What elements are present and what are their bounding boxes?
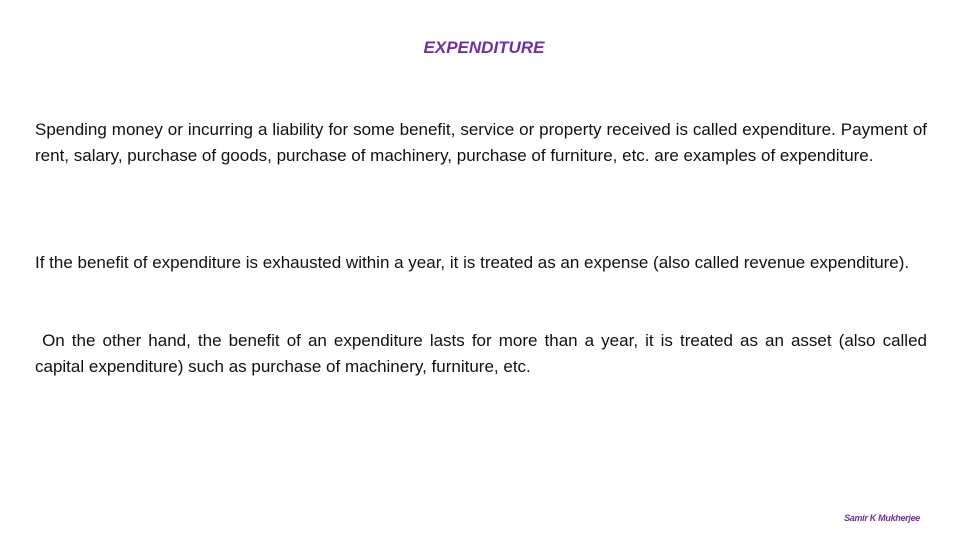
revenue-expenditure-paragraph: If the benefit of expenditure is exhausted within a year, it is treated as an expense (also called revenue expenditure).: [35, 253, 910, 272]
definition-paragraph: Spending money or incurring a liability for some benefit, service or property received is called expenditure. Payment of rent, salary, purchase of goods, purchase of machinery, purchase of furniture, etc. are examples of expenditure.: [35, 120, 927, 165]
author-credit: Samir K Mukherjee: [844, 513, 920, 523]
capital-expenditure-paragraph: On the other hand, the benefit of an expenditure lasts for more than a year, it is treated as an asset (also called capital expenditure) such as purchase of machinery, furniture, etc.: [35, 331, 932, 376]
slide-title: EXPENDITURE: [423, 38, 545, 57]
